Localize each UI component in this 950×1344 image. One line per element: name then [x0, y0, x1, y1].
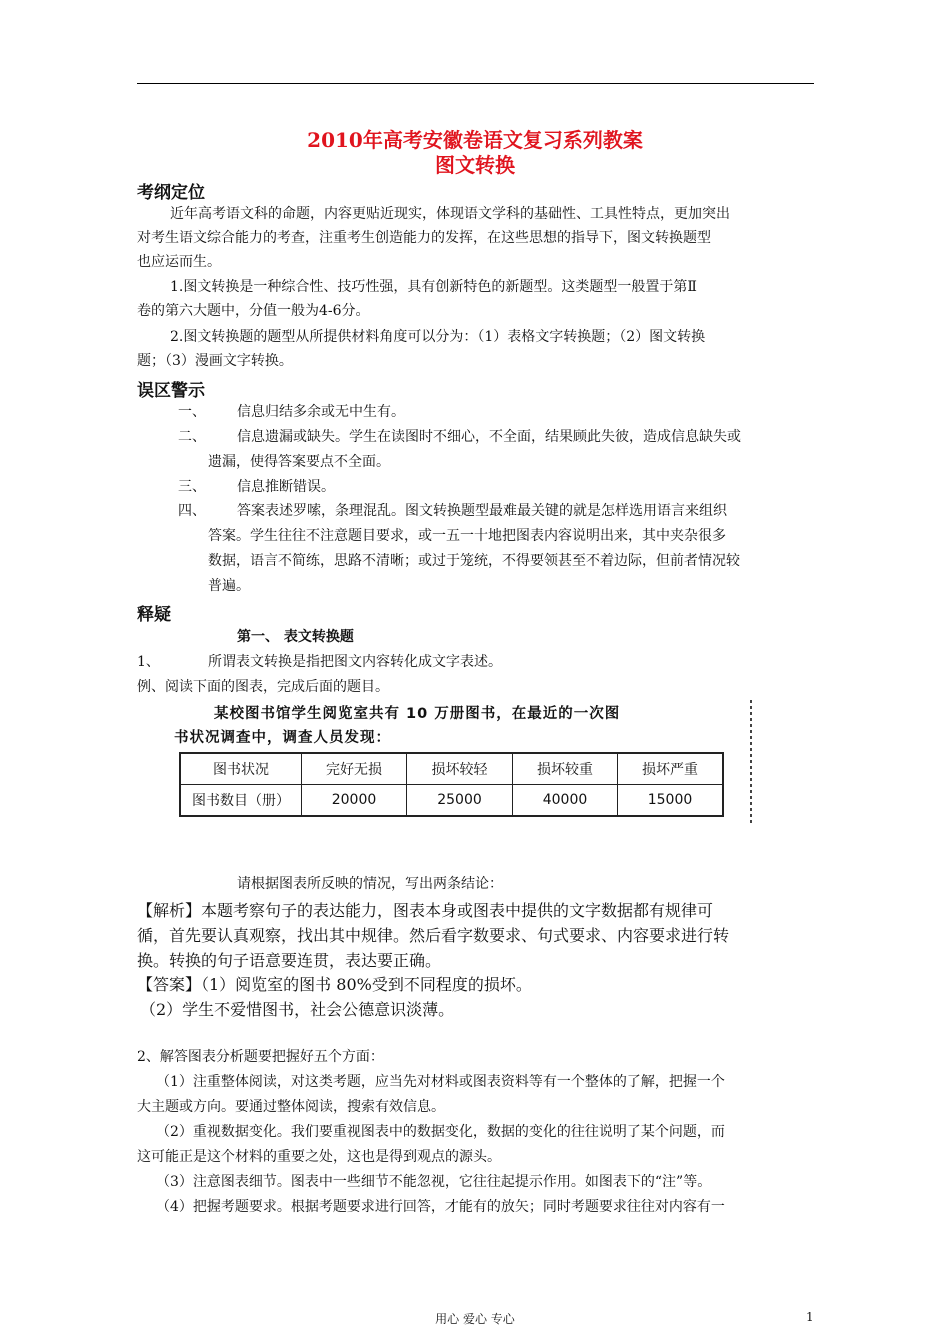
page-number: 1	[806, 1310, 814, 1324]
list-item: 信息遗漏或缺失。学生在读图时不细心，不全面，结果顾此失彼，造成信息缺失或	[237, 429, 741, 445]
answer-line: （2）学生不爱惜图书，社会公德意识淡薄。	[140, 1000, 455, 1019]
paragraph-line: 1.图文转换是一种综合性、技巧性强，具有创新特色的新题型。这类题型一般置于第Ⅱ	[170, 279, 697, 295]
header-rule	[137, 83, 814, 84]
table-cell: 20000	[302, 785, 407, 817]
list-item: 信息归结多余或无中生有。	[237, 404, 405, 420]
table-header-cell: 损坏严重	[618, 753, 724, 785]
paragraph-line: 大主题或方向。要通过整体阅读，搜索有效信息。	[137, 1099, 445, 1115]
paragraph-line: 近年高考语文科的命题，内容更贴近现实，体现语文学科的基础性、工具性特点，更加突出	[170, 206, 730, 222]
item-number: 1、	[137, 654, 160, 670]
paragraph-line: （1）注重整体阅读，对这类考题，应当先对材料或图表资料等有一个整体的了解，把握一个	[156, 1074, 725, 1090]
paragraph-line: 2.图文转换题的题型从所提供材料角度可以分为：（1）表格文字转换题；（2）图文转换	[170, 329, 706, 345]
page-footer: 用心 爱心 专心	[435, 1312, 515, 1326]
paragraph-line: （2）重视数据变化。我们要重视图表中的数据变化，数据的变化的往往说明了某个问题，而	[156, 1124, 725, 1140]
table-cell: 15000	[618, 785, 724, 817]
page-title: 2010年高考安徽卷语文复习系列教案	[307, 128, 643, 152]
table-row	[180, 785, 723, 817]
table-cell: 40000	[513, 785, 618, 817]
scanned-figure	[170, 696, 760, 831]
paragraph-line: 对考生语文综合能力的考查，注重考生创造能力的发挥，在这些思想的指导下，图文转换题型	[137, 230, 711, 246]
section-heading-outline: 考纲定位	[137, 183, 205, 203]
paragraph-line: 所谓表文转换是指把图文内容转化成文字表述。	[208, 654, 502, 670]
analysis-line: 循，首先要认真观察，找出其中规律。然后看字数要求、句式要求、内容要求进行转	[137, 926, 730, 945]
table-header-cell: 图书状况	[180, 753, 302, 785]
analysis-line: 换。转换的句子语意要连贯，表达要正确。	[137, 951, 442, 970]
paragraph-line: （3）注意图表细节。图表中一些细节不能忽视，它往往起提示作用。如图表下的“注”等。	[156, 1174, 712, 1190]
example-line: 例、阅读下面的图表，完成后面的题目。	[137, 679, 389, 695]
book-status-table	[179, 752, 724, 817]
table-header-row	[180, 753, 723, 785]
question-prompt: 请根据图表所反映的情况，写出两条结论：	[237, 876, 503, 892]
scan-edge	[750, 700, 752, 825]
list-item: 答案。学生往往不注意题目要求，或一五一十地把图表内容说明出来，其中夹杂很多	[208, 528, 726, 544]
section-heading-pitfalls: 误区警示	[137, 381, 205, 401]
list-number: 四、	[178, 503, 206, 519]
page-subtitle: 图文转换	[435, 153, 515, 177]
table-cell: 图书数目（册）	[180, 785, 302, 817]
section-heading-explanation: 释疑	[137, 605, 171, 625]
list-number: 二、	[178, 429, 206, 445]
paragraph-line: 这可能正是这个材料的重要之处，这也是得到观点的源头。	[137, 1149, 501, 1165]
paragraph-line: 卷的第六大题中，分值一般为4-6分。	[137, 303, 370, 319]
table-header-cell: 损坏较轻	[407, 753, 513, 785]
paragraph-line: （4）把握考题要求。根据考题要求进行回答，才能有的放矢；同时考题要求往往对内容有一	[156, 1199, 725, 1215]
list-item: 答案表述罗嗦，条理混乱。图文转换题型最难最关键的就是怎样选用语言来组织	[237, 503, 727, 519]
paragraph-line: 题；（3）漫画文字转换。	[137, 353, 293, 369]
figure-caption: 某校图书馆学生阅览室共有 10 万册图书，在最近的一次图	[214, 706, 621, 722]
list-item: 数据，语言不简练，思路不清晰；或过于笼统，不得要领甚至不着边际，但前者情况较	[208, 553, 740, 569]
paragraph-line: 2、解答图表分析题要把握好五个方面：	[137, 1049, 384, 1065]
table-header-cell: 完好无损	[302, 753, 407, 785]
list-number: 三、	[178, 479, 206, 495]
list-item: 遗漏，使得答案要点不全面。	[208, 454, 390, 470]
table-cell: 25000	[407, 785, 513, 817]
table-header-cell: 损坏较重	[513, 753, 618, 785]
subsection-heading: 第一、 表文转换题	[237, 629, 354, 645]
answer-line: 【答案】（1）阅览室的图书 80%受到不同程度的损坏。	[137, 975, 532, 994]
list-number: 一、	[178, 404, 206, 420]
figure-caption: 书状况调查中，调查人员发现：	[174, 730, 391, 746]
list-item: 信息推断错误。	[237, 479, 335, 495]
list-item: 普遍。	[208, 578, 250, 594]
paragraph-line: 也应运而生。	[137, 254, 221, 270]
analysis-line: 【解析】本题考察句子的表达能力，图表本身或图表中提供的文字数据都有规律可	[137, 901, 714, 920]
